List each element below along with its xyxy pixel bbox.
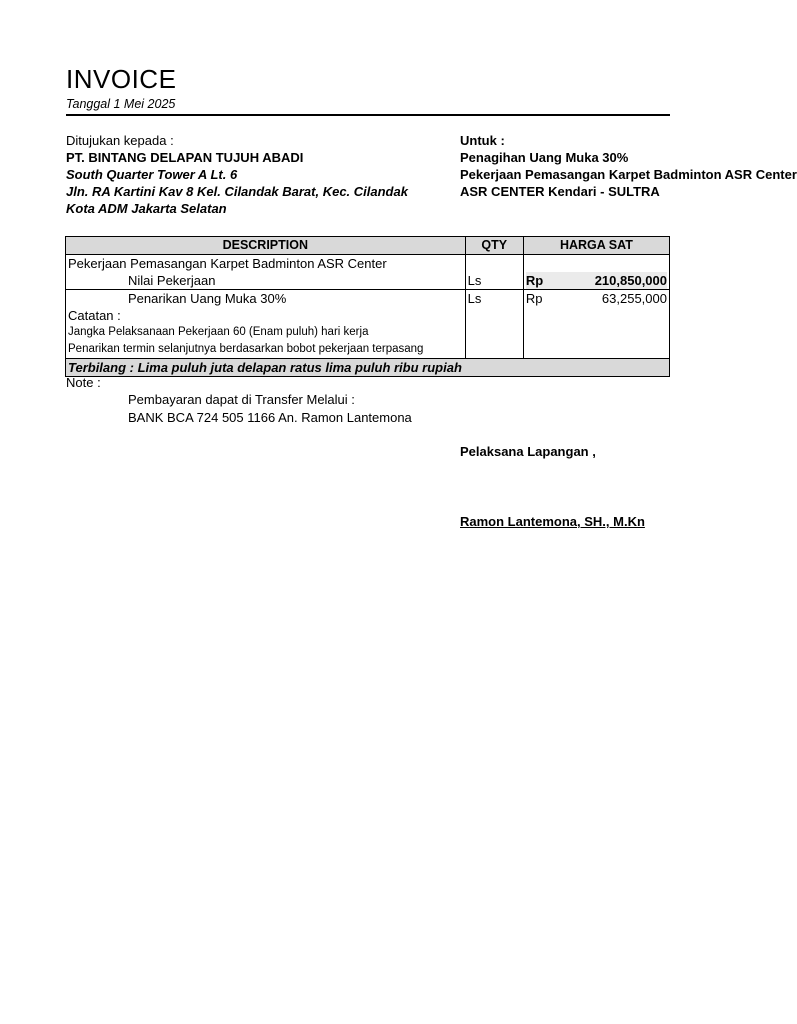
table-row	[66, 255, 670, 273]
payment-line-1: Pembayaran dapat di Transfer Melalui :	[128, 392, 355, 407]
recipient-address-3: Kota ADM Jakarta Selatan	[66, 201, 227, 216]
note-item: Penarikan termin selanjutnya berdasarkan bobot pekerjaan terpasang	[66, 341, 466, 359]
amount-in-words: Terbilang : Lima puluh juta delapan ratus lima puluh ribu rupiah	[66, 359, 670, 377]
header-qty: QTY	[465, 237, 523, 255]
signature-role: Pelaksana Lapangan ,	[460, 444, 596, 459]
purpose-block	[460, 130, 797, 220]
invoice-title: INVOICE	[66, 64, 177, 94]
amount-in-words-row	[66, 359, 670, 377]
recipient-address-2: Jln. RA Kartini Kav 8 Kel. Cilandak Barat, Kec. Cilandak	[66, 184, 408, 199]
table-row	[66, 290, 670, 308]
invoice-date: Tanggal 1 Mei 2025	[66, 97, 176, 111]
purpose-label: Untuk :	[460, 133, 505, 148]
recipient-label: Ditujukan kepada :	[66, 133, 174, 148]
project-title: Pekerjaan Pemasangan Karpet Badminton ASR Center	[66, 255, 466, 273]
row-amount: 210,850,000	[594, 273, 667, 288]
row-currency: Rp	[525, 273, 544, 288]
table-row	[66, 341, 670, 359]
purpose-line-3: ASR CENTER Kendari - SULTRA	[460, 184, 660, 199]
signature-name: Ramon Lantemona, SH., M.Kn	[460, 514, 645, 529]
purpose-line-1: Penagihan Uang Muka 30%	[460, 150, 629, 165]
table-row	[66, 324, 670, 341]
payment-note-label: Note :	[66, 375, 101, 390]
row-currency: Rp	[525, 291, 543, 306]
row-qty: Ls	[465, 272, 523, 290]
note-item: Jangka Pelaksanaan Pekerjaan 60 (Enam puluh) hari kerja	[66, 324, 466, 341]
invoice-table	[65, 236, 670, 377]
row-price	[526, 272, 667, 289]
purpose-line-2: Pekerjaan Pemasangan Karpet Badminton ASR Center	[460, 167, 797, 182]
notes-label: Catatan :	[66, 307, 466, 324]
table-header-row	[66, 237, 670, 255]
recipient-address-1: South Quarter Tower A Lt. 6	[66, 167, 238, 182]
header-price: HARGA SAT	[523, 237, 669, 255]
row-amount: 63,255,000	[601, 291, 667, 306]
table-row	[66, 272, 670, 290]
row-price	[526, 290, 667, 307]
recipient-company: PT. BINTANG DELAPAN TUJUH ABADI	[66, 150, 304, 165]
payment-bank-details: BANK BCA 724 505 1166 An. Ramon Lantemona	[128, 410, 412, 425]
row-description: Penarikan Uang Muka 30%	[66, 290, 466, 308]
header-divider	[66, 114, 670, 116]
header-description: DESCRIPTION	[66, 237, 466, 255]
row-description: Nilai Pekerjaan	[66, 272, 466, 290]
row-qty: Ls	[465, 290, 523, 308]
table-row	[66, 307, 670, 324]
